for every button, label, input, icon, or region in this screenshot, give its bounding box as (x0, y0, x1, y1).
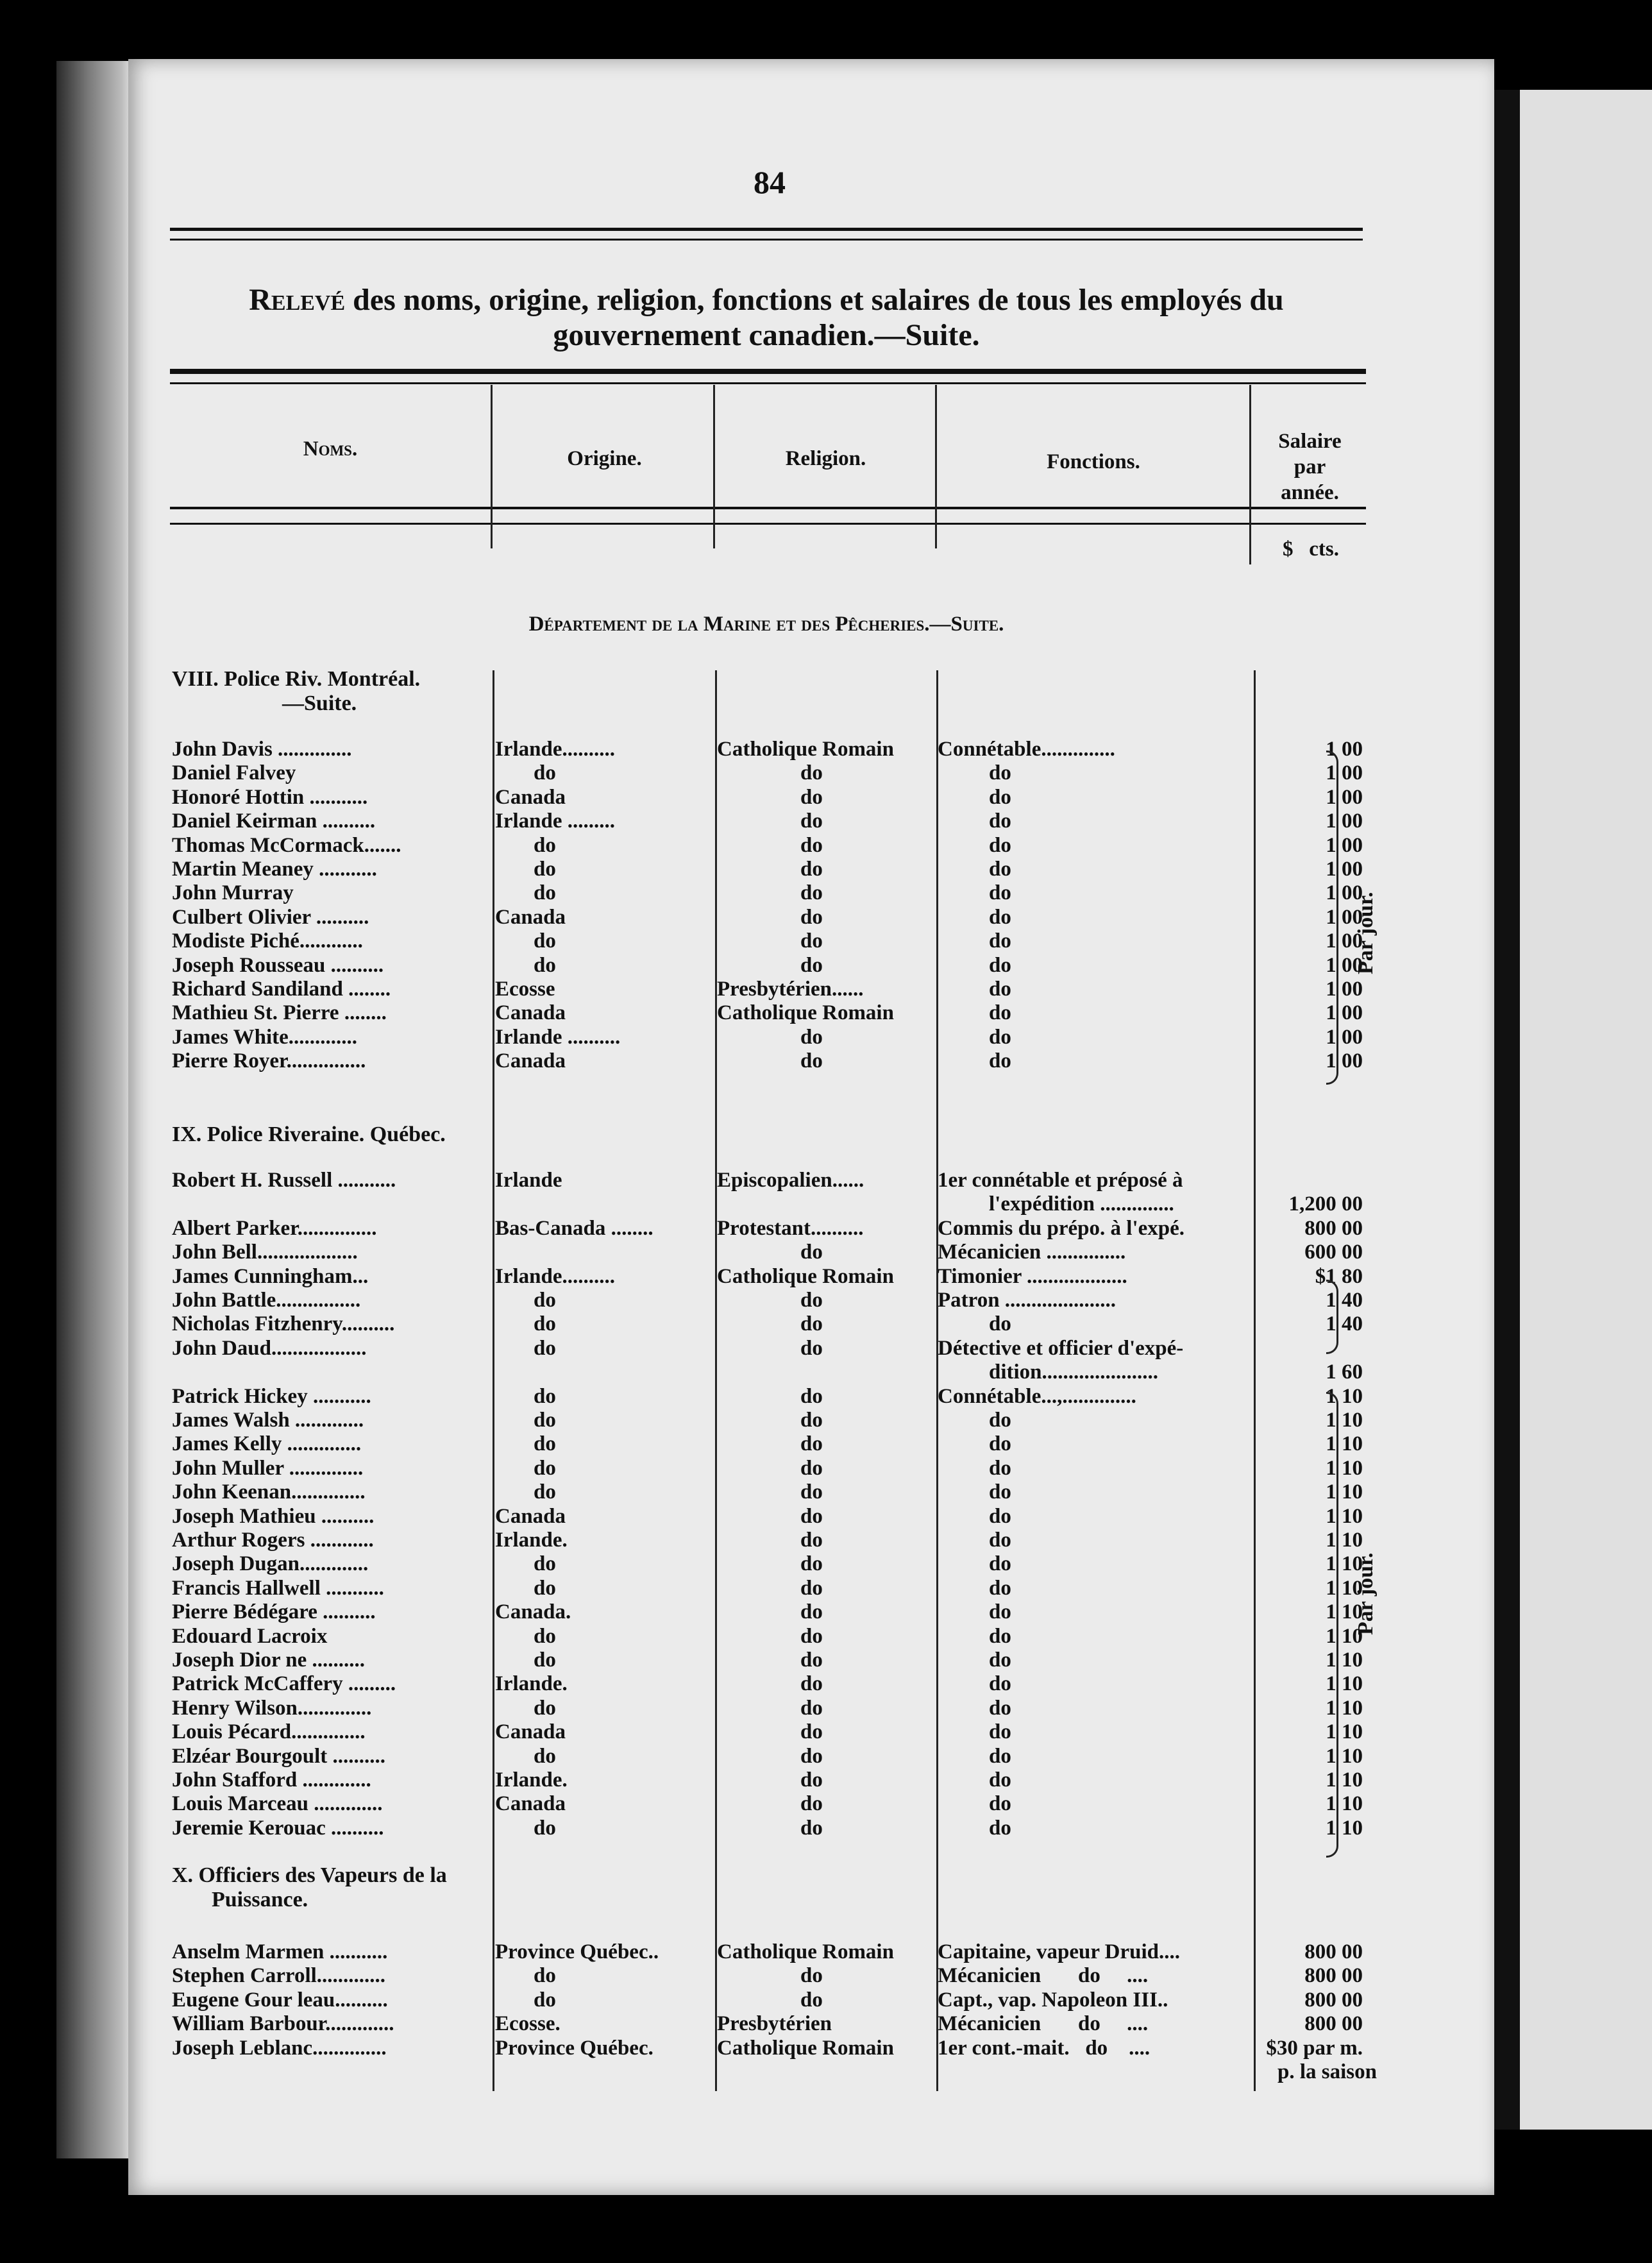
employee-function: do (989, 1552, 1011, 1576)
employee-function: do (989, 1600, 1011, 1624)
employee-religion: Catholique Romain (717, 2036, 894, 2060)
employee-origin: Irlande. (495, 1672, 568, 1696)
section-heading-continued: —Suite. (282, 691, 357, 715)
header-col-line (1249, 385, 1251, 564)
employee-salary: 1 00 (1326, 978, 1363, 1001)
employee-religion: do (800, 1241, 823, 1264)
employee-religion: do (800, 1816, 823, 1840)
employee-function: do (989, 1025, 1011, 1049)
employee-salary: 1 10 (1326, 1432, 1363, 1456)
employee-religion: Presbytérien (717, 2012, 832, 2036)
employee-name: Edouard Lacroix (172, 1624, 328, 1648)
employee-religion: do (800, 1409, 823, 1432)
employee-salary: 1 00 (1326, 1001, 1363, 1025)
body-col-line (715, 670, 717, 2091)
employee-origin: Ecosse (495, 978, 555, 1001)
employee-salary: 1 60 (1326, 1360, 1363, 1384)
page-number: 84 (754, 164, 786, 200)
employee-religion: do (800, 1792, 823, 1816)
employee-religion: do (800, 1964, 823, 1988)
section-heading: X. Officiers des Vapeurs de la (172, 1863, 447, 1887)
employee-salary: 1 10 (1326, 1480, 1363, 1504)
employee-religion: do (800, 1988, 823, 2012)
header-bottom-rule-thin (170, 523, 1366, 525)
section-heading-continued: Puissance. (212, 1888, 308, 1911)
employee-origin: do (534, 953, 556, 977)
employee-salary: 1 10 (1326, 1672, 1363, 1696)
employee-name: Albert Parker............... (172, 1216, 377, 1240)
employee-religion: Episcopalien...... (717, 1169, 864, 1192)
employee-name: James Walsh ............. (172, 1409, 364, 1432)
employee-salary: 800 00 (1304, 1964, 1363, 1988)
document-title-line2: gouvernement canadien.—Suite. (553, 318, 980, 352)
employee-function: Capt., vap. Napoleon III.. (938, 1988, 1168, 2012)
employee-origin: Irlande ......... (495, 809, 616, 833)
employee-religion: do (800, 1456, 823, 1480)
employee-function: do (989, 881, 1011, 905)
employee-religion: do (800, 833, 823, 857)
employee-function: Détective et officier d'expé- (938, 1336, 1184, 1360)
employee-religion: do (800, 953, 823, 977)
employee-function: do (989, 1432, 1011, 1456)
employee-religion: do (800, 1744, 823, 1768)
header-top-rule (170, 369, 1366, 374)
employee-function: Timonier ................... (938, 1264, 1127, 1288)
employee-name: John Daud.................. (172, 1336, 367, 1360)
employee-origin: Ecosse. (495, 2012, 560, 2036)
top-rule (170, 228, 1363, 231)
employee-religion: do (800, 929, 823, 953)
employee-salary: 1 40 (1326, 1312, 1363, 1336)
employee-name: Richard Sandiland ........ (172, 978, 391, 1001)
employee-name: Joseph Dugan............. (172, 1552, 369, 1576)
employee-function: do (989, 1312, 1011, 1336)
employee-religion: do (800, 761, 823, 785)
employee-salary: 1 10 (1326, 1504, 1363, 1528)
employee-name: Honoré Hottin ........... (172, 785, 368, 809)
employee-salary-continued: p. la saison (1277, 2060, 1377, 2083)
employee-function-continued: l'expédition .............. (989, 1192, 1174, 1216)
employee-religion: do (800, 1696, 823, 1720)
employee-religion: do (800, 1552, 823, 1576)
column-header-origine: Origine. (567, 447, 642, 470)
employee-religion: do (800, 1289, 823, 1312)
employee-origin: do (534, 1289, 556, 1312)
header-col-line (713, 385, 715, 548)
employee-religion: do (800, 1672, 823, 1696)
employee-salary: 1 10 (1326, 1744, 1363, 1768)
employee-function: do (989, 1504, 1011, 1528)
employee-salary: 1 10 (1326, 1792, 1363, 1816)
employee-origin: do (534, 833, 556, 857)
employee-function: do (989, 1649, 1011, 1672)
employee-name: Patrick McCaffery ......... (172, 1672, 396, 1696)
employee-religion: do (800, 1768, 823, 1792)
employee-function: do (989, 1768, 1011, 1792)
employee-religion: do (800, 1384, 823, 1408)
employee-name: Joseph Mathieu .......... (172, 1504, 375, 1528)
employee-religion: do (800, 809, 823, 833)
employee-salary: 600 00 (1304, 1241, 1363, 1264)
employee-religion: do (800, 1049, 823, 1073)
employee-salary: 1,200 00 (1288, 1192, 1363, 1216)
employee-salary: 1 00 (1326, 833, 1363, 857)
employee-function: do (989, 1624, 1011, 1648)
employee-origin: Irlande. (495, 1768, 568, 1792)
employee-name: James Kelly .............. (172, 1432, 362, 1456)
employee-name: John Davis .............. (172, 738, 352, 761)
employee-function: do (989, 1696, 1011, 1720)
employee-salary: 1 10 (1326, 1409, 1363, 1432)
employee-function: do (989, 1049, 1011, 1073)
employee-salary: 1 00 (1326, 1025, 1363, 1049)
employee-name: Joseph Dior ne .......... (172, 1649, 365, 1672)
employee-origin: do (534, 1456, 556, 1480)
employee-function-continued: dition...................... (989, 1360, 1159, 1384)
employee-name: Elzéar Bourgoult .......... (172, 1744, 386, 1768)
employee-origin: do (534, 929, 556, 953)
employee-function: do (989, 1672, 1011, 1696)
employee-religion: do (800, 1025, 823, 1049)
employee-origin: do (534, 881, 556, 905)
employee-name: Louis Marceau ............. (172, 1792, 383, 1816)
employee-function: do (989, 905, 1011, 929)
employee-name: John Murray (172, 881, 294, 905)
employee-function: do (989, 1792, 1011, 1816)
employee-name: Daniel Keirman .......... (172, 809, 376, 833)
employee-origin: do (534, 1384, 556, 1408)
employee-religion: Catholique Romain (717, 1001, 894, 1025)
employee-function: do (989, 1409, 1011, 1432)
employee-religion: do (800, 1480, 823, 1504)
employee-origin: Canada (495, 1792, 566, 1816)
salary-units: $ cts. (1283, 538, 1339, 561)
employee-salary: 1 10 (1326, 1576, 1363, 1600)
employee-function: do (989, 1744, 1011, 1768)
employee-function: do (989, 1456, 1011, 1480)
employee-function: do (989, 1816, 1011, 1840)
employee-religion: do (800, 1576, 823, 1600)
column-header-noms: Noms. (303, 437, 358, 461)
employee-name: Arthur Rogers ............ (172, 1529, 374, 1552)
employee-religion: do (800, 1312, 823, 1336)
employee-origin: Canada (495, 1504, 566, 1528)
employee-origin: Canada. (495, 1600, 571, 1624)
bracket-per-day (1326, 750, 1338, 1085)
employee-name: Thomas McCormack....... (172, 833, 401, 857)
employee-religion: do (800, 858, 823, 881)
employee-salary: 1 10 (1326, 1529, 1363, 1552)
employee-name: Jeremie Kerouac .......... (172, 1816, 384, 1840)
employee-origin: Canada (495, 1720, 566, 1744)
employee-religion: Catholique Romain (717, 1264, 894, 1288)
employee-name: Anselm Marmen ........... (172, 1940, 388, 1963)
employee-salary: 1 00 (1326, 1049, 1363, 1073)
employee-origin: Canada (495, 1001, 566, 1025)
employee-function: Mécanicien ............... (938, 1241, 1126, 1264)
employee-function: Mécanicien do .... (938, 2012, 1149, 2036)
book-spine (56, 61, 133, 2158)
employee-origin: Irlande. (495, 1529, 568, 1552)
employee-function: do (989, 809, 1011, 833)
employee-origin: Irlande.......... (495, 738, 616, 761)
employee-salary: 1 10 (1326, 1384, 1363, 1408)
facing-page-edge (1494, 90, 1652, 2130)
employee-salary: 1 00 (1326, 929, 1363, 953)
employee-religion: do (800, 1336, 823, 1360)
employee-function: do (989, 1720, 1011, 1744)
employee-origin: do (534, 1409, 556, 1432)
section-heading: VIII. Police Riv. Montréal. (172, 667, 421, 691)
employee-function: Capitaine, vapeur Druid.... (938, 1940, 1181, 1963)
employee-origin: Canada (495, 905, 566, 929)
employee-name: John Muller .............. (172, 1456, 364, 1480)
employee-origin: do (534, 1744, 556, 1768)
employee-name: Joseph Rousseau .......... (172, 953, 384, 977)
employee-name: John Bell................... (172, 1241, 358, 1264)
employee-function: do (989, 785, 1011, 809)
employee-function: do (989, 1576, 1011, 1600)
employee-function: Connétable.............. (938, 738, 1115, 761)
salaire-line3: année. (1281, 481, 1339, 504)
employee-salary: 1 10 (1326, 1552, 1363, 1576)
employee-function: do (989, 1480, 1011, 1504)
employee-salary: 1 10 (1326, 1456, 1363, 1480)
employee-name: John Keenan.............. (172, 1480, 366, 1504)
body-col-line (936, 670, 938, 2091)
employee-salary: 1 00 (1326, 881, 1363, 905)
employee-function: do (989, 929, 1011, 953)
per-day-note: Par jour. (1354, 892, 1378, 974)
employee-origin: Province Québec. (495, 2036, 653, 2060)
employee-name: James Cunningham... (172, 1264, 369, 1288)
employee-religion: do (800, 785, 823, 809)
employee-salary: 1 10 (1326, 1600, 1363, 1624)
employee-function: Mécanicien do .... (938, 1964, 1149, 1988)
employee-salary: 1 00 (1326, 905, 1363, 929)
employee-function: do (989, 833, 1011, 857)
employee-salary: 1 10 (1326, 1624, 1363, 1648)
employee-name: Francis Hallwell ........... (172, 1576, 384, 1600)
employee-function: Connétable...,.............. (938, 1384, 1136, 1408)
employee-religion: do (800, 1432, 823, 1456)
employee-religion: Catholique Romain (717, 738, 894, 761)
employee-origin: do (534, 1816, 556, 1840)
employee-origin: do (534, 1649, 556, 1672)
employee-religion: Presbytérien...... (717, 978, 864, 1001)
section-heading: IX. Police Riveraine. Québec. (172, 1123, 446, 1146)
employee-religion: Protestant.......... (717, 1216, 864, 1240)
employee-name: Martin Meaney ........... (172, 858, 377, 881)
employee-salary: 800 00 (1304, 1988, 1363, 2012)
column-header-fonctions: Fonctions. (1047, 450, 1140, 473)
department-heading: Département de la Marine et des Pêcheries.—Suite. (528, 613, 1004, 636)
employee-salary: 1 10 (1326, 1649, 1363, 1672)
employee-name: Pierre Bédégare .......... (172, 1600, 376, 1624)
employee-function: Commis du prépo. à l'expé. (938, 1216, 1185, 1240)
employee-religion: do (800, 1720, 823, 1744)
employee-salary: 1 10 (1326, 1816, 1363, 1840)
employee-origin: do (534, 1336, 556, 1360)
body-col-line (493, 670, 494, 2091)
employee-function: do (989, 858, 1011, 881)
column-header-religion: Religion. (785, 447, 866, 470)
employee-salary: 1 00 (1326, 738, 1363, 761)
bracket-per-day (1326, 1280, 1338, 1354)
employee-function: do (989, 953, 1011, 977)
employee-religion: do (800, 881, 823, 905)
employee-function: Patron ..................... (938, 1289, 1117, 1312)
employee-origin: do (534, 1552, 556, 1576)
employee-function: do (989, 761, 1011, 785)
employee-name: Mathieu St. Pierre ........ (172, 1001, 387, 1025)
employee-religion: do (800, 1529, 823, 1552)
title-lead: Relevé (249, 283, 346, 317)
employee-origin: do (534, 1988, 556, 2012)
employee-name: Daniel Falvey (172, 761, 296, 785)
employee-religion: do (800, 905, 823, 929)
employee-name: Nicholas Fitzhenry.......... (172, 1312, 395, 1336)
employee-origin: do (534, 1696, 556, 1720)
employee-function: 1er cont.-mait. do .... (938, 2036, 1150, 2060)
employee-salary: 1 00 (1326, 761, 1363, 785)
document-title-line1 (170, 282, 1363, 318)
employee-religion: do (800, 1600, 823, 1624)
employee-function: do (989, 1529, 1011, 1552)
employee-name: Pierre Royer............... (172, 1049, 366, 1073)
employee-name: Louis Pécard.............. (172, 1720, 366, 1744)
employee-religion: do (800, 1504, 823, 1528)
employee-origin: do (534, 1964, 556, 1988)
salaire-line1: Salaire (1278, 430, 1342, 453)
employee-name: Modiste Piché............ (172, 929, 363, 953)
header-col-line (491, 385, 493, 548)
employee-function: 1er connétable et préposé à (938, 1169, 1183, 1192)
employee-origin: do (534, 1312, 556, 1336)
employee-salary: 1 10 (1326, 1720, 1363, 1744)
employee-religion: do (800, 1649, 823, 1672)
employee-salary: $1 80 (1315, 1264, 1363, 1288)
employee-origin: Irlande (495, 1169, 562, 1192)
employee-origin: do (534, 1624, 556, 1648)
top-rule-thin (170, 239, 1363, 241)
employee-origin: do (534, 1480, 556, 1504)
employee-origin: do (534, 761, 556, 785)
employee-origin: Bas-Canada ........ (495, 1216, 653, 1240)
header-bottom-rule (170, 507, 1366, 509)
employee-origin: do (534, 858, 556, 881)
employee-salary: 800 00 (1304, 1216, 1363, 1240)
body-col-line (1254, 670, 1256, 2091)
employee-salary: 800 00 (1304, 2012, 1363, 2036)
employee-salary: 1 10 (1326, 1768, 1363, 1792)
employee-salary: 1 40 (1326, 1289, 1363, 1312)
employee-name: Culbert Olivier .......... (172, 905, 369, 929)
employee-salary: 1 10 (1326, 1696, 1363, 1720)
employee-origin: do (534, 1576, 556, 1600)
employee-salary: 1 00 (1326, 785, 1363, 809)
employee-function: do (989, 978, 1011, 1001)
bracket-per-day (1326, 1392, 1338, 1858)
employee-religion: Catholique Romain (717, 1940, 894, 1963)
employee-origin: Canada (495, 785, 566, 809)
employee-name: Stephen Carroll............. (172, 1964, 386, 1988)
employee-salary: 1 00 (1326, 809, 1363, 833)
employee-name: John Stafford ............. (172, 1768, 371, 1792)
employee-origin: Irlande.......... (495, 1264, 616, 1288)
per-day-note: Par jour. (1354, 1552, 1378, 1635)
header-col-line (935, 385, 937, 548)
employee-function: do (989, 1001, 1011, 1025)
employee-name: Joseph Leblanc.............. (172, 2036, 387, 2060)
employee-salary: 800 00 (1304, 1940, 1363, 1963)
employee-name: William Barbour............. (172, 2012, 394, 2036)
employee-name: Robert H. Russell ........... (172, 1169, 396, 1192)
employee-name: James White............. (172, 1025, 358, 1049)
employee-name: John Battle................ (172, 1289, 361, 1312)
employee-religion: do (800, 1624, 823, 1648)
column-header-salaire (1254, 428, 1366, 505)
employee-origin: Canada (495, 1049, 566, 1073)
employee-name: Eugene Gour leau.......... (172, 1988, 388, 2012)
employee-name: Patrick Hickey ........... (172, 1384, 371, 1408)
title-rest: des noms, origine, religion, fonctions et salaires de tous les employés du (345, 283, 1284, 317)
employee-name: Henry Wilson.............. (172, 1696, 372, 1720)
employee-salary: $30 par m. (1266, 2036, 1363, 2060)
header-top-rule-thin (170, 382, 1366, 384)
employee-origin: do (534, 1432, 556, 1456)
employee-origin: Irlande .......... (495, 1025, 621, 1049)
employee-origin: Province Québec.. (495, 1940, 659, 1963)
salaire-line2: par (1294, 455, 1326, 479)
employee-salary: 1 00 (1326, 858, 1363, 881)
employee-salary: 1 00 (1326, 953, 1363, 977)
